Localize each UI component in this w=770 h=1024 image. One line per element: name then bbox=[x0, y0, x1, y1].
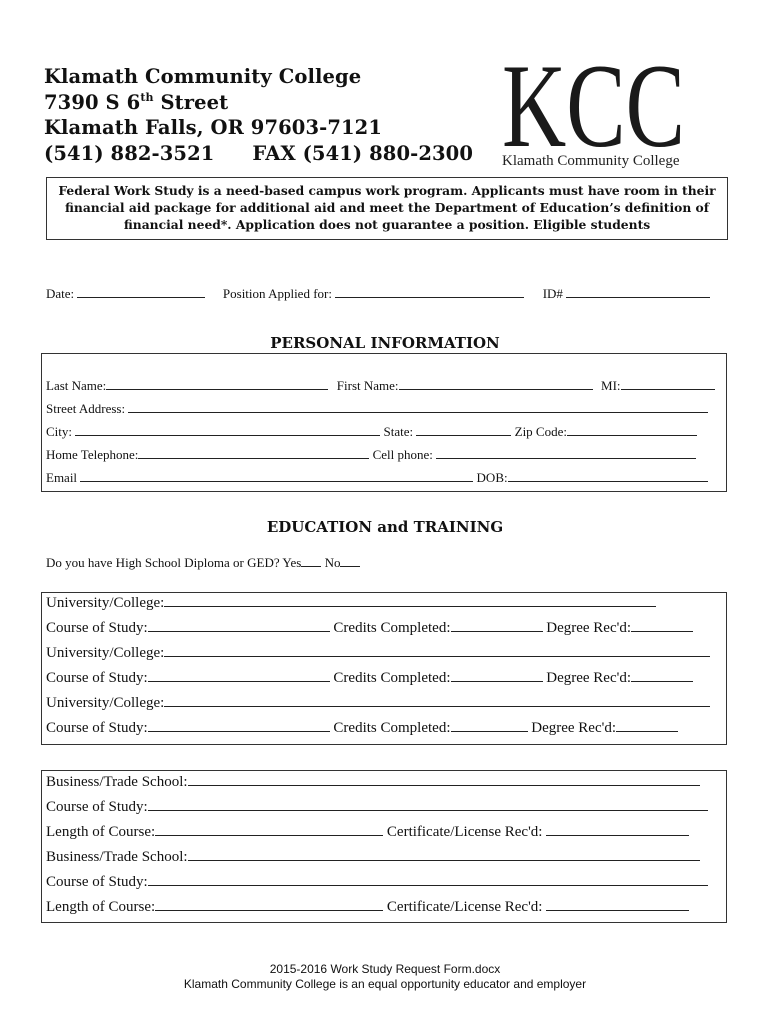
name-row bbox=[46, 378, 715, 394]
trade-school-label: Business/Trade School: bbox=[46, 849, 188, 865]
degree-label: Degree Rec'd: bbox=[531, 720, 616, 736]
course-row-2 bbox=[46, 670, 693, 687]
footer-eoe-statement: Klamath Community College is an equal opportunity educator and employer bbox=[183, 977, 587, 991]
certificate-field[interactable] bbox=[546, 824, 689, 836]
first-name-label: First Name: bbox=[336, 378, 399, 393]
intro-notice-box bbox=[46, 177, 728, 240]
length-field[interactable] bbox=[155, 899, 383, 911]
university-row-3 bbox=[46, 695, 710, 712]
education-heading: EDUCATION and TRAINING bbox=[266, 518, 504, 536]
college-name: Klamath Community College bbox=[44, 65, 362, 88]
zip-label: Zip Code: bbox=[514, 424, 567, 439]
credits-label: Credits Completed: bbox=[333, 720, 451, 736]
last-name-field[interactable] bbox=[106, 379, 328, 390]
degree-field[interactable] bbox=[631, 670, 693, 682]
email-field[interactable] bbox=[80, 471, 473, 482]
trade-course-row-1 bbox=[46, 799, 708, 816]
trade-school-row-1 bbox=[46, 774, 700, 791]
trade-course-field[interactable] bbox=[148, 874, 708, 886]
no-label: No bbox=[324, 555, 341, 570]
university-field[interactable] bbox=[164, 695, 710, 707]
street-row bbox=[46, 401, 708, 417]
yes-field[interactable] bbox=[301, 556, 321, 567]
street-label: Street Address: bbox=[46, 401, 126, 416]
trade-school-box bbox=[41, 770, 727, 923]
city-label: City: bbox=[46, 424, 73, 439]
logo-college-name: Klamath Community College bbox=[502, 153, 680, 169]
degree-label: Degree Rec'd: bbox=[546, 670, 631, 686]
city-state-zip: Klamath Falls, OR 97603-7121 bbox=[44, 116, 383, 139]
date-label: Date: bbox=[46, 286, 75, 301]
college-address-block bbox=[44, 64, 473, 166]
yes-label: Yes bbox=[282, 555, 302, 570]
phone-row bbox=[46, 447, 696, 463]
first-name-field[interactable] bbox=[399, 379, 593, 390]
zip-field[interactable] bbox=[567, 425, 697, 436]
state-field[interactable] bbox=[416, 425, 511, 436]
hs-question-label: Do you have High School Diploma or GED? bbox=[46, 555, 280, 570]
trade-school-label: Business/Trade School: bbox=[46, 774, 188, 790]
footer-filename: 2015-2016 Work Study Request Form.docx bbox=[269, 962, 501, 976]
university-label: University/College: bbox=[46, 595, 165, 611]
degree-field[interactable] bbox=[631, 620, 693, 632]
svg-text:KCC: KCC bbox=[502, 44, 685, 172]
course-row-1 bbox=[46, 620, 693, 637]
length-field[interactable] bbox=[155, 824, 383, 836]
mi-field[interactable] bbox=[621, 379, 715, 390]
fax-number: FAX (541) 880-2300 bbox=[252, 141, 473, 165]
trade-school-field[interactable] bbox=[188, 774, 700, 786]
trade-school-row-2 bbox=[46, 849, 700, 866]
position-label: Position Applied for: bbox=[222, 286, 332, 301]
no-field[interactable] bbox=[340, 556, 360, 567]
course-label: Course of Study: bbox=[46, 670, 148, 686]
certificate-field[interactable] bbox=[546, 899, 689, 911]
cell-phone-label: Cell phone: bbox=[372, 447, 433, 462]
university-field[interactable] bbox=[164, 595, 656, 607]
mi-label: MI: bbox=[601, 378, 621, 393]
credits-field[interactable] bbox=[451, 620, 543, 632]
university-label: University/College: bbox=[46, 645, 165, 661]
length-label: Length of Course: bbox=[46, 899, 156, 915]
personal-info-heading: PERSONAL INFORMATION bbox=[270, 334, 500, 352]
length-label: Length of Course: bbox=[46, 824, 156, 840]
home-telephone-field[interactable] bbox=[138, 448, 369, 459]
credits-label: Credits Completed: bbox=[333, 620, 451, 636]
degree-label: Degree Rec'd: bbox=[546, 620, 631, 636]
email-label: Email bbox=[46, 470, 78, 485]
credits-label: Credits Completed: bbox=[333, 670, 451, 686]
course-field[interactable] bbox=[148, 720, 330, 732]
date-field[interactable] bbox=[77, 287, 205, 298]
city-row bbox=[46, 424, 697, 440]
length-row-2 bbox=[46, 899, 689, 916]
id-label: ID# bbox=[542, 286, 563, 301]
intro-text: Federal Work Study is a need-based campus work program. Applicants must have room in their financial aid package for additional aid and meet the Department of Education’s definition of financial need*. Application does not guarantee a position. Eligible students bbox=[58, 183, 716, 232]
length-row-1 bbox=[46, 824, 689, 841]
trade-course-row-2 bbox=[46, 874, 708, 891]
university-row-1 bbox=[46, 595, 656, 612]
degree-field[interactable] bbox=[616, 720, 678, 732]
street-address: 7390 S 6th Street bbox=[44, 90, 229, 114]
last-name-label: Last Name: bbox=[46, 378, 107, 393]
course-label: Course of Study: bbox=[46, 720, 148, 736]
university-row-2 bbox=[46, 645, 710, 662]
university-field[interactable] bbox=[164, 645, 710, 657]
position-field[interactable] bbox=[335, 287, 524, 298]
course-field[interactable] bbox=[148, 620, 330, 632]
phone-fax-line bbox=[44, 141, 473, 167]
cell-phone-field[interactable] bbox=[436, 448, 696, 459]
id-field[interactable] bbox=[566, 287, 710, 298]
trade-school-field[interactable] bbox=[188, 849, 700, 861]
footer bbox=[0, 962, 770, 992]
credits-field[interactable] bbox=[451, 720, 528, 732]
email-row bbox=[46, 470, 708, 486]
certificate-label: Certificate/License Rec'd: bbox=[386, 899, 543, 915]
course-label: Course of Study: bbox=[46, 620, 148, 636]
course-row-3 bbox=[46, 720, 678, 737]
trade-course-label: Course of Study: bbox=[46, 874, 148, 890]
certificate-label: Certificate/License Rec'd: bbox=[386, 824, 543, 840]
credits-field[interactable] bbox=[451, 670, 543, 682]
application-info-line bbox=[46, 286, 710, 302]
phone-number: (541) 882-3521 bbox=[44, 141, 215, 165]
dob-label: DOB: bbox=[476, 470, 508, 485]
dob-field[interactable] bbox=[508, 471, 708, 482]
education-box bbox=[41, 592, 727, 745]
hs-diploma-question bbox=[46, 555, 360, 571]
personal-info-box bbox=[41, 353, 727, 492]
home-telephone-label: Home Telephone: bbox=[46, 447, 139, 462]
university-label: University/College: bbox=[46, 695, 165, 711]
trade-course-label: Course of Study: bbox=[46, 799, 148, 815]
street-field[interactable] bbox=[128, 402, 708, 413]
trade-course-field[interactable] bbox=[148, 799, 708, 811]
state-label: State: bbox=[383, 424, 414, 439]
course-field[interactable] bbox=[148, 670, 330, 682]
city-field[interactable] bbox=[75, 425, 380, 436]
